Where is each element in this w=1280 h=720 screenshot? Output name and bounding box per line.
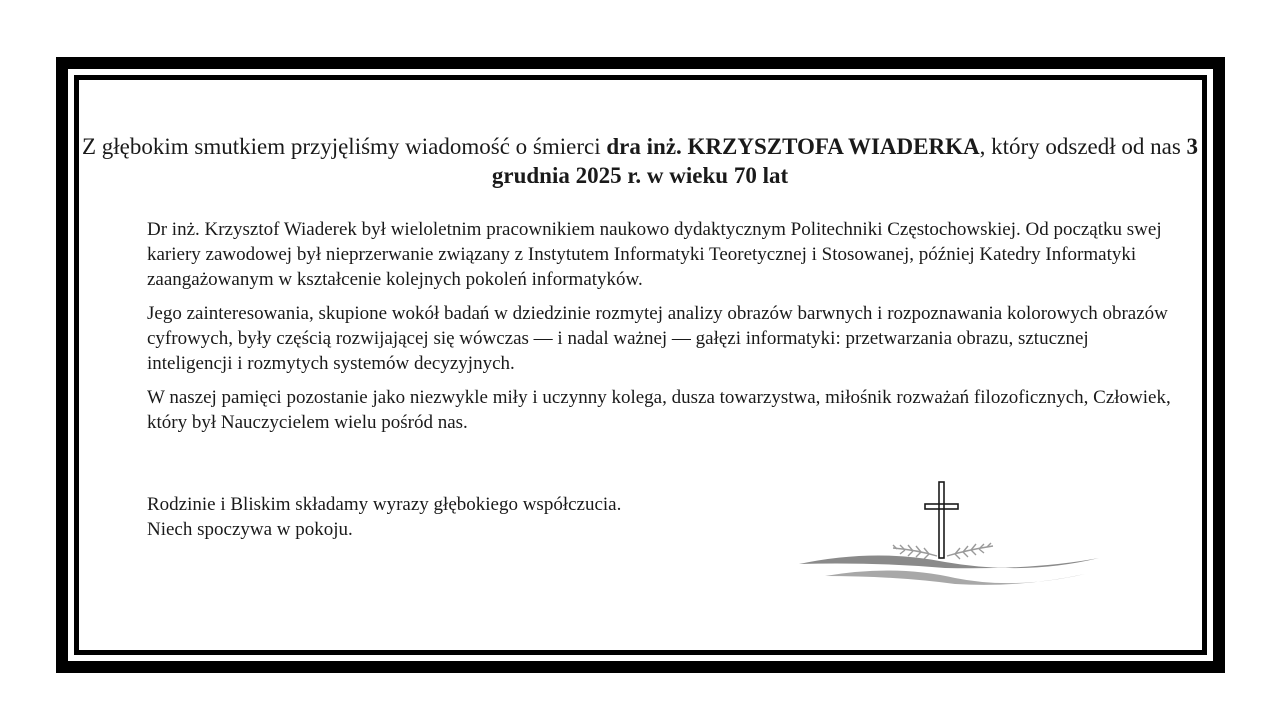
condolences-line: Rodzinie i Bliskim składamy wyrazy głębokiego współczucia. [147,494,622,515]
right-palm-branch-icon [947,543,993,559]
wave-icon [799,555,1099,584]
headline-part2: , który odszedł od nas [979,134,1187,159]
paragraph-memory: W naszej pamięci pozostanie jako niezwykle miły i uczynny kolega, dusza towarzystwa, miłośnik rozważań filozoficznych, Człowiek, który był Nauczycielem wielu pośród nas. [147,387,1171,433]
paragraph-interests: Jego zainteresowania, skupione wokół badań w dziedzinie rozmytej analizy obrazów barwnych i rozpoznawania kolorowych obrazów cyfrowych, były częścią rozwijającej się wówczas — i nadal ważnej — gałęzi informatyki: przetwarzania obrazu, sztucznej inteligencji i rozmytych systemów decyzyjnych. [147,303,1168,374]
headline-part1: Z głębokim smutkiem przyjęliśmy wiadomość o śmierci [81,134,607,159]
cross-icon [925,482,958,558]
closing [147,492,621,542]
deceased-name: dra inż. KRZYSZTOFA WIADERKA [606,134,980,159]
rest-in-peace-line: Niech spoczywa w pokoju. [147,519,353,540]
headline [60,132,1220,190]
paragraph-career: Dr inż. Krzysztof Wiaderek był wieloletnim pracownikiem naukowo dydaktycznym Politechniki Częstochowskiej. Od początku swej kariery zawodowej był nieprzerwanie związany z Instytutem Informatyki Teoretycznej i Stosowanej, później Katedry Informatyki zaangażowanym w kształcenie kolejnych pokoleń informatyków. [147,219,1162,290]
cross-with-palm-branches-icon [795,478,1105,598]
obituary-body [147,217,1177,444]
death-date: 3 grudnia 2025 r. w wieku 70 lat [491,134,1199,188]
